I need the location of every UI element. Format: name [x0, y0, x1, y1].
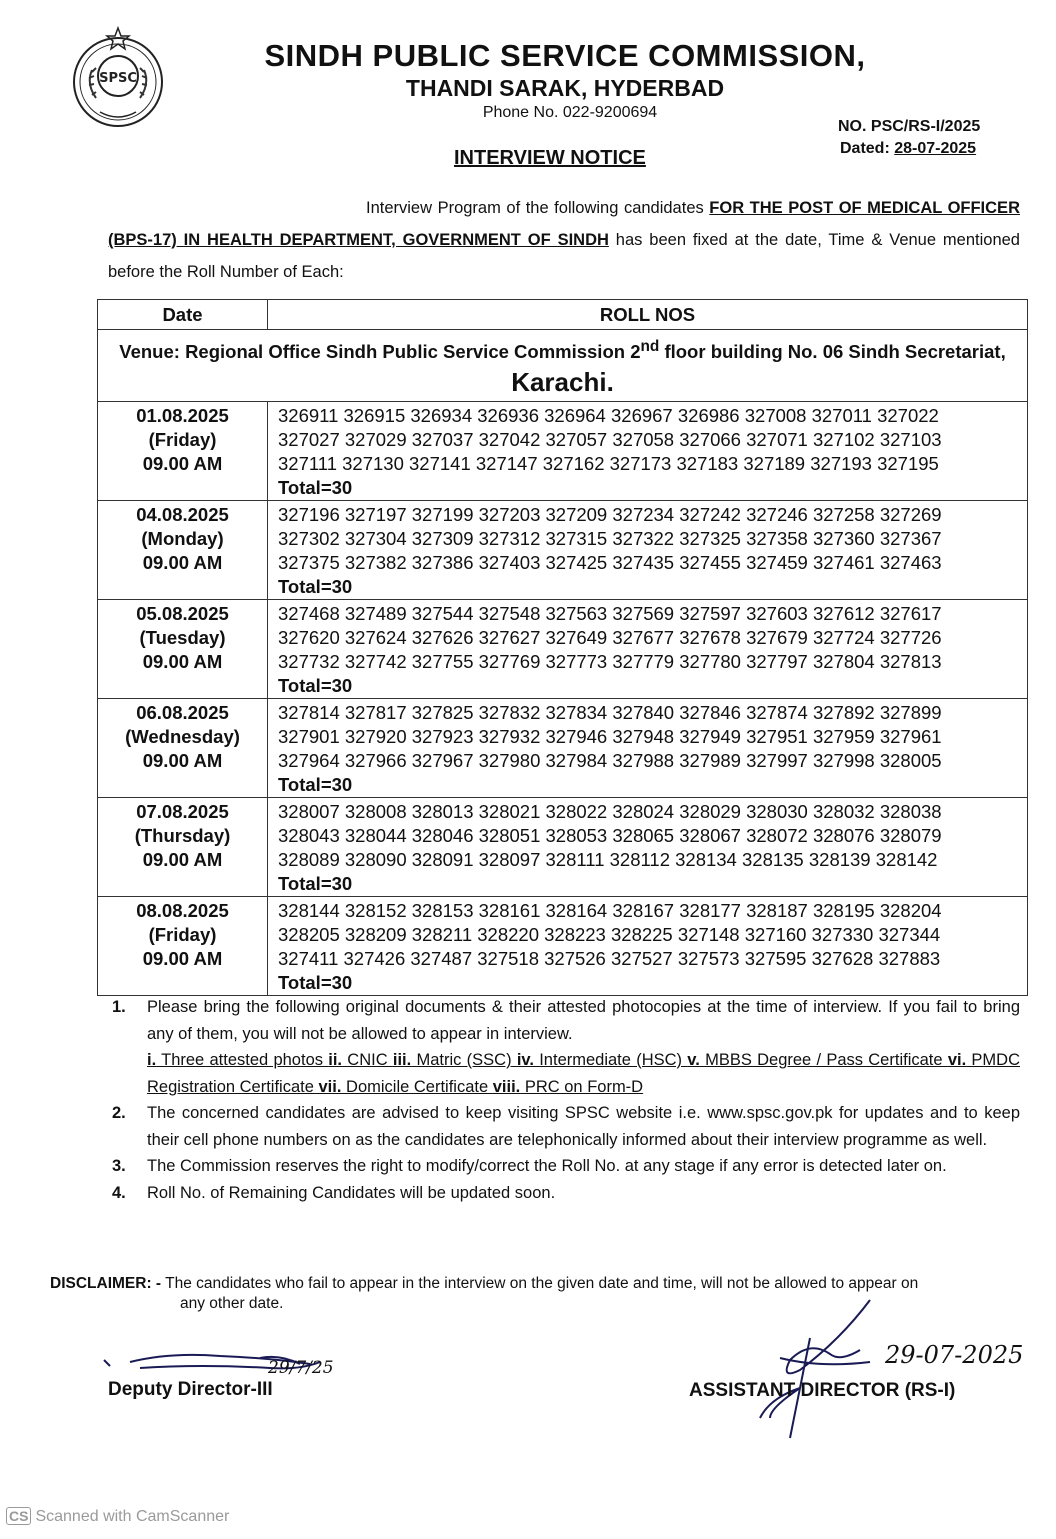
notice-title: INTERVIEW NOTICE [454, 147, 646, 169]
document-name: Intermediate (HSC) [533, 1051, 688, 1069]
roll-total: Total=30 [278, 675, 353, 697]
roll-total: Total=30 [278, 477, 353, 499]
document-number: viii. [492, 1077, 521, 1096]
deputy-director-title: Deputy Director-III [108, 1379, 273, 1400]
roll-total: Total=30 [278, 576, 353, 598]
schedule-row [98, 699, 1028, 798]
venue-cell [98, 330, 1028, 402]
schedule-date-cell [98, 600, 268, 699]
reference-number: NO. PSC/RS-I/2025 [838, 118, 981, 135]
intro-part2: has been fixed at the date, Time & Venue mentioned before the Roll Number of Each: [108, 231, 1020, 281]
document-number: i. [147, 1051, 157, 1069]
svg-text:SPSC: SPSC [99, 71, 137, 86]
document-number: v. [687, 1051, 700, 1069]
schedule-row [98, 402, 1028, 501]
note-item [112, 1153, 1020, 1180]
schedule-date: 08.08.2025 [136, 900, 229, 922]
schedule-time: 09.00 AM [142, 651, 223, 673]
schedule-day: (Thursday) [134, 825, 231, 847]
note-text: Roll No. of Remaining Candidates will be updated soon. [147, 1183, 556, 1202]
schedule-roll-cell [268, 501, 1028, 600]
roll-number-line: 326911 326915 326934 326936 326964 326967 326986 327008 327011 327022 [278, 405, 939, 427]
venue-text: Venue: Regional Office Sindh Public Service Commission 2 [119, 341, 641, 363]
roll-number-line: 327302 327304 327309 327312 327315 327322 327325 327358 327360 327367 [278, 528, 942, 550]
roll-number-line: 327732 327742 327755 327769 327773 327779 327780 327797 327804 327813 [278, 651, 942, 673]
note-item [112, 994, 1020, 1100]
schedule-row [98, 897, 1028, 996]
venue-row [98, 330, 1028, 402]
roll-number-line: 328089 328090 328091 328097 328111 328112 328134 328135 328139 328142 [278, 849, 938, 871]
org-phone: Phone No. 022-9200694 [482, 104, 658, 121]
document-name: PMDC Registration Certificate [147, 1051, 1021, 1096]
venue-text2: floor building No. 06 Sindh Secretariat, [659, 341, 1006, 363]
org-address: THANDI SARAK, HYDERBAD [405, 75, 725, 101]
roll-total: Total=30 [278, 972, 353, 994]
note-number: 2. [112, 1104, 126, 1122]
note-text: Please bring the following original documents & their attested photocopies at the time of interview. If you fail to bring any of them, you will not be allowed to appear in interview. [147, 998, 1020, 1043]
schedule-time: 09.00 AM [142, 750, 223, 772]
schedule-time: 09.00 AM [142, 552, 223, 574]
schedule-day: (Wednesday) [125, 726, 240, 748]
table-header-row [98, 300, 1028, 330]
dated-value: 28-07-2025 [894, 140, 977, 157]
document-name: Three attested photos [156, 1051, 329, 1069]
camscanner-watermark [6, 1507, 229, 1526]
roll-number-line: 328205 328209 328211 328220 328223 328225 327148 327160 327330 327344 [278, 924, 941, 946]
schedule-roll-cell [268, 897, 1028, 996]
document-number: vi. [947, 1051, 967, 1069]
roll-number-line: 327375 327382 327386 327403 327425 327435 327455 327459 327461 327463 [278, 552, 942, 574]
schedule-date: 06.08.2025 [136, 702, 229, 724]
note-number: 3. [112, 1157, 126, 1175]
document-name: Domicile Certificate [341, 1077, 493, 1096]
schedule-date: 05.08.2025 [136, 603, 229, 625]
col-header-roll: ROLL NOS [268, 300, 1028, 330]
schedule-row [98, 501, 1028, 600]
disclaimer-label: DISCLAIMER: - [50, 1275, 162, 1292]
schedule-day: (Tuesday) [139, 627, 226, 649]
intro-paragraph [108, 192, 1020, 288]
schedule-time: 09.00 AM [142, 948, 223, 970]
assistant-director-sign-date: 29-07-2025 [885, 1341, 1024, 1369]
notice-date [840, 140, 976, 158]
document-name: Matric (SSC) [411, 1051, 517, 1069]
note-number: 4. [112, 1183, 126, 1202]
roll-number-line: 328007 328008 328013 328021 328022 328024 328029 328030 328032 328038 [278, 801, 942, 823]
schedule-date-cell [98, 402, 268, 501]
dated-label: Dated: [840, 140, 890, 157]
schedule-day: (Friday) [148, 429, 217, 451]
document-number: iii. [392, 1051, 412, 1069]
schedule-time: 09.00 AM [142, 453, 223, 475]
camscanner-badge: CS [6, 1507, 31, 1525]
document-number: iv. [516, 1051, 534, 1069]
roll-number-line: 327411 327426 327487 327518 327526 327527 327573 327595 327628 327883 [278, 948, 941, 970]
deputy-director-sign-date: 29/7/25 [268, 1358, 334, 1378]
schedule-date-cell [98, 501, 268, 600]
schedule-day: (Monday) [141, 528, 224, 550]
venue-city: Karachi. [511, 367, 614, 398]
camscanner-text: Scanned with CamScanner [35, 1508, 230, 1525]
schedule-date: 07.08.2025 [136, 801, 229, 823]
venue-sup: nd [640, 338, 660, 355]
schedule-roll-cell [268, 699, 1028, 798]
schedule-roll-cell [268, 798, 1028, 897]
schedule-date-cell [98, 798, 268, 897]
roll-number-line: 327901 327920 327923 327932 327946 327948 327949 327951 327959 327961 [278, 726, 942, 748]
document-name: CNIC [342, 1051, 393, 1069]
col-header-date: Date [98, 300, 268, 330]
org-name: SINDH PUBLIC SERVICE COMMISSION, [264, 38, 866, 73]
note-item [112, 1100, 1020, 1153]
document-number: ii. [328, 1051, 343, 1069]
document-name: PRC on Form-D [520, 1077, 644, 1096]
roll-number-line: 327468 327489 327544 327548 327563 327569 327597 327603 327612 327617 [278, 603, 942, 625]
roll-number-line: 327814 327817 327825 327832 327834 327840 327846 327874 327892 327899 [278, 702, 942, 724]
schedule-date: 01.08.2025 [136, 405, 229, 427]
roll-number-line: 328043 328044 328046 328051 328053 328065 328067 328072 328076 328079 [278, 825, 942, 847]
schedule-time: 09.00 AM [142, 849, 223, 871]
required-documents-list [147, 1047, 1020, 1100]
notes-list [112, 994, 1020, 1206]
roll-number-line: 328144 328152 328153 328161 328164 328167 328177 328187 328195 328204 [278, 900, 942, 922]
roll-number-line: 327027 327029 327037 327042 327057 327058 327066 327071 327102 327103 [278, 429, 942, 451]
roll-total: Total=30 [278, 873, 353, 895]
schedule-date-cell [98, 699, 268, 798]
roll-number-line: 327620 327624 327626 327627 327649 327677 327678 327679 327724 327726 [278, 627, 942, 649]
assistant-director-title: ASSISTANT DIRECTOR (RS-I) [689, 1380, 956, 1401]
schedule-date-cell [98, 897, 268, 996]
schedule-row [98, 798, 1028, 897]
document-name: MBBS Degree / Pass Certificate [699, 1051, 948, 1069]
roll-number-line: 327111 327130 327141 327147 327162 327173 327183 327189 327193 327195 [278, 453, 939, 475]
schedule-day: (Friday) [148, 924, 217, 946]
roll-total: Total=30 [278, 774, 353, 796]
assistant-director-signature [720, 1298, 900, 1443]
schedule-roll-cell [268, 600, 1028, 699]
interview-schedule-table [97, 299, 1028, 996]
roll-number-line: 327196 327197 327199 327203 327209 327234 327242 327246 327258 327269 [278, 504, 942, 526]
note-item [112, 1180, 1020, 1207]
disclaimer-line1: The candidates who fail to appear in the interview on the given date and time, will not be allowed to appear on [161, 1275, 919, 1292]
intro-post: FOR THE POST OF MEDICAL OFFICER (BPS-17) IN HEALTH DEPARTMENT, GOVERNMENT OF SINDH [108, 199, 1020, 249]
roll-number-line: 327964 327966 327967 327980 327984 327988 327989 327997 327998 328005 [278, 750, 942, 772]
document-number: vii. [318, 1077, 342, 1096]
schedule-roll-cell [268, 402, 1028, 501]
intro-part1: Interview Program of the following candidates [366, 199, 710, 217]
schedule-row [98, 600, 1028, 699]
note-text: The Commission reserves the right to modify/correct the Roll No. at any stage if any error is detected later on. [147, 1157, 947, 1175]
schedule-date: 04.08.2025 [136, 504, 229, 526]
note-number: 1. [112, 998, 126, 1016]
disclaimer-line2: any other date. [180, 1295, 284, 1312]
note-text: The concerned candidates are advised to keep visiting SPSC website i.e. www.spsc.gov.pk for updates and to keep their cell phone numbers on as the candidates are telephonically informed about their interview programme as well. [147, 1104, 1020, 1149]
